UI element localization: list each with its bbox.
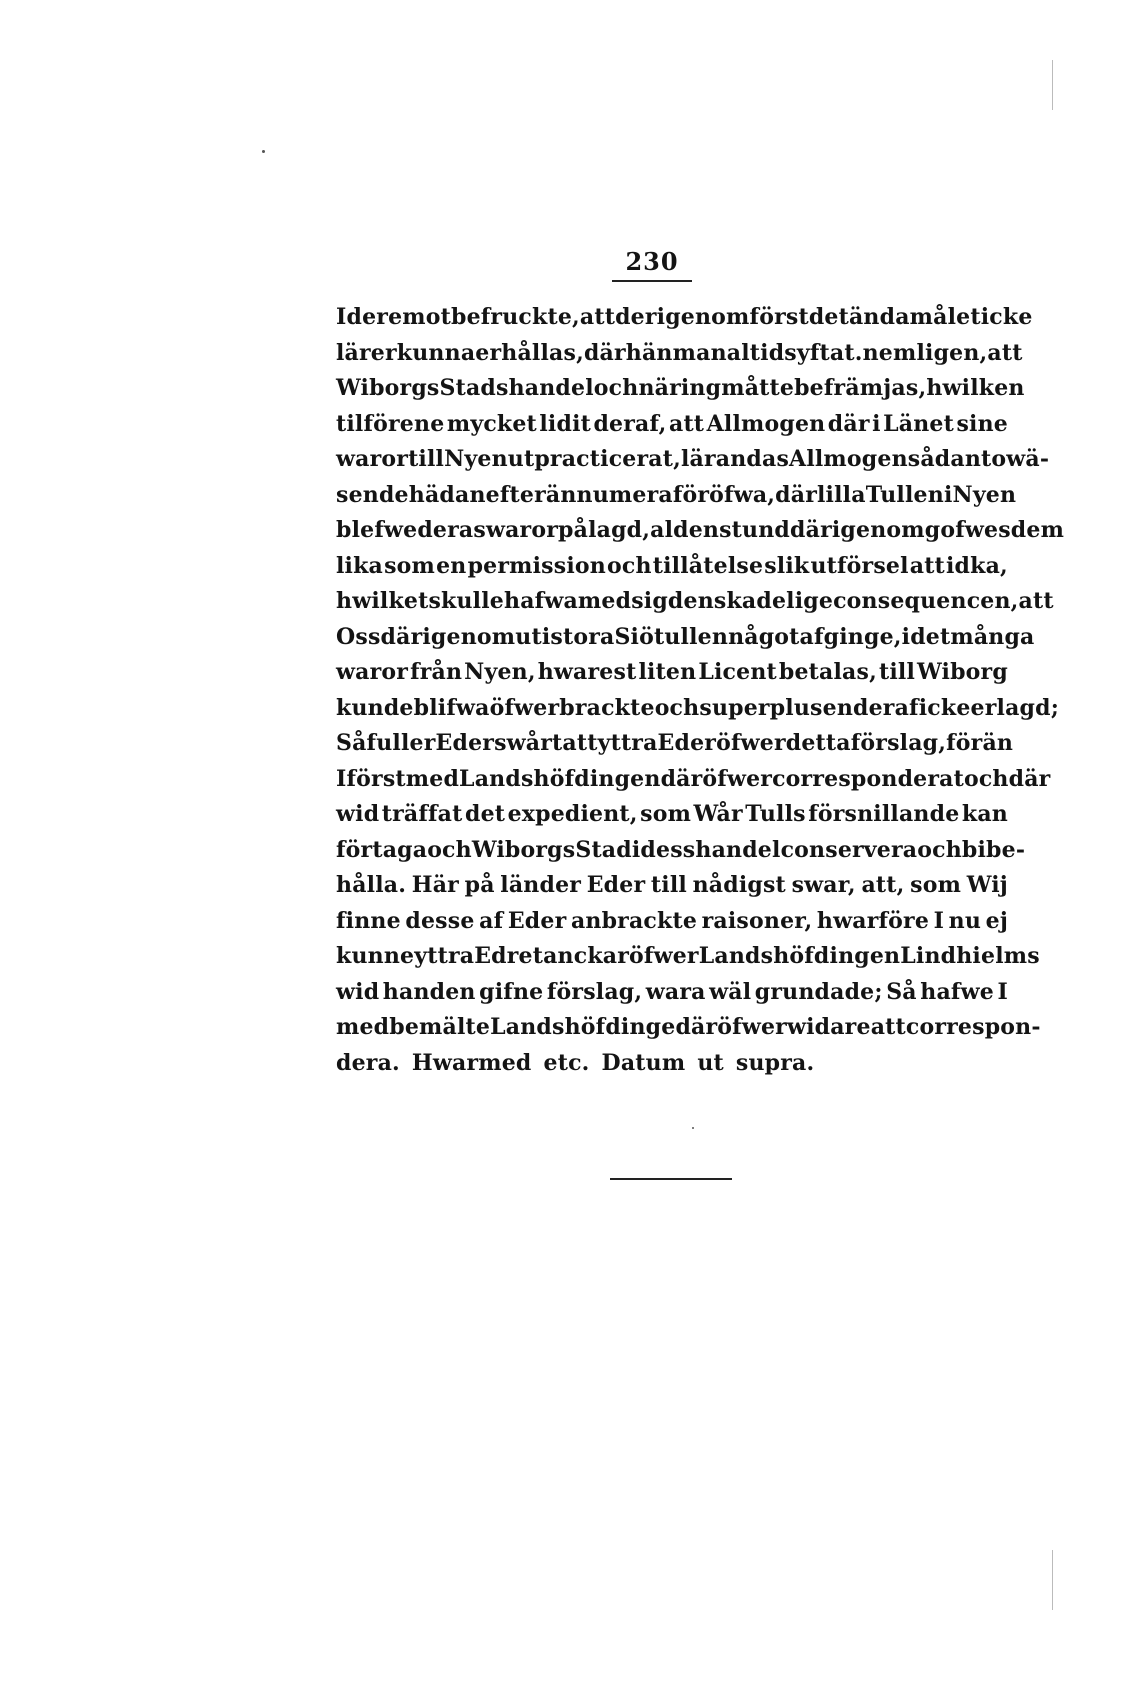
text-line [336, 549, 1008, 585]
word: befrämjas, [794, 375, 927, 401]
word: hålla. [336, 872, 407, 898]
text-line [336, 939, 1040, 975]
word: fuller [366, 730, 436, 756]
word: handel [508, 375, 594, 401]
end-rule [610, 1178, 732, 1180]
print-speck [262, 150, 265, 153]
word: consequencen, [833, 588, 1019, 614]
word: Wiborg [917, 659, 1008, 685]
word: yttra [414, 943, 475, 969]
word: Stads [439, 375, 509, 401]
word: att [870, 1014, 906, 1040]
word: på [464, 872, 495, 898]
word: bemälte [389, 1014, 491, 1040]
word: med [336, 1014, 390, 1040]
word: föröfwa, [672, 481, 776, 508]
word: ut [697, 1049, 724, 1076]
word: öfwer [629, 943, 699, 969]
word: deraf, [593, 410, 667, 437]
word: ännu [545, 481, 609, 508]
word: nemligen, [862, 339, 988, 366]
word: afginge, [799, 623, 902, 650]
word: Wår [693, 801, 743, 827]
margin-mark [1052, 60, 1053, 110]
word: hafwe [920, 978, 994, 1005]
word: Lindhielms [900, 943, 1040, 969]
word: I [997, 978, 1008, 1005]
word: Edre [474, 943, 533, 969]
word: wäl [709, 978, 752, 1005]
word: icke [918, 694, 971, 721]
print-speck [692, 1127, 694, 1129]
word: Eder [657, 730, 717, 756]
word: något [728, 623, 800, 650]
word: ej [985, 907, 1008, 934]
word: permission [467, 552, 606, 579]
word: att [668, 410, 705, 437]
word: där [1008, 765, 1051, 792]
word: deras [417, 517, 486, 543]
word: anbrackte [570, 907, 698, 934]
word: I [933, 907, 945, 934]
word: man [672, 339, 727, 366]
word: I [336, 765, 347, 792]
word: utförsel [810, 552, 909, 579]
body-text [336, 300, 1065, 1081]
word: Oss [336, 623, 381, 650]
word: Landshöfdinge [490, 1014, 676, 1040]
word: förän [946, 730, 1014, 756]
text-line [336, 513, 1065, 549]
word: och [427, 836, 472, 863]
word: nådigst [692, 872, 786, 898]
word: af [479, 907, 504, 934]
word: Nyen [444, 446, 508, 472]
word: tanckar [532, 943, 630, 969]
word: skadelige [713, 588, 834, 614]
word: sine [956, 410, 1008, 437]
word: swårt [494, 730, 563, 756]
word: stora [550, 623, 615, 650]
word: där [583, 339, 626, 366]
word: träffat [381, 801, 463, 827]
word: derigenom [615, 304, 750, 330]
word: Stad [575, 836, 632, 863]
text-line [336, 975, 1008, 1011]
word: deraf [853, 694, 919, 721]
word: från [410, 659, 463, 685]
word: Så [336, 730, 367, 756]
word: att [562, 730, 598, 756]
word: i [943, 481, 953, 508]
word: öfwer [716, 730, 786, 756]
word: och [593, 375, 639, 401]
word: Här [411, 872, 459, 898]
word: lärandas [680, 446, 790, 472]
word: swar, [791, 872, 856, 898]
word: med [577, 588, 632, 614]
word: desse [405, 907, 475, 934]
text-line [336, 1010, 1041, 1046]
word: till [878, 659, 916, 685]
text-line [336, 300, 1033, 336]
word: dem [1010, 517, 1065, 543]
text-line [336, 691, 1060, 727]
word: syftat. [784, 339, 863, 366]
word: bibe- [961, 836, 1026, 863]
word: widare [786, 1014, 871, 1040]
word: handel [695, 836, 781, 863]
text-line [336, 904, 1008, 940]
word: hafwa [504, 588, 578, 614]
word: owä- [991, 446, 1050, 472]
word: i [872, 410, 881, 437]
word: tilförene [336, 410, 445, 437]
word: correspon- [905, 1014, 1041, 1040]
word: grundade; [754, 978, 883, 1005]
word: dess [640, 836, 696, 863]
word: därigenom [790, 517, 925, 543]
word: att [909, 552, 945, 579]
word: Eder [586, 872, 646, 898]
word: hädanefter [408, 481, 546, 508]
word: som [640, 801, 692, 827]
word: uti [515, 623, 551, 650]
word: yttra [597, 730, 658, 756]
word: skulle [428, 588, 504, 614]
word: corresponderat [772, 765, 964, 792]
word: mycket [446, 410, 537, 437]
word: det [464, 801, 506, 827]
word: Eder [507, 907, 567, 934]
word: Wij [966, 872, 1008, 898]
word: superplusen [699, 694, 854, 721]
word: liten [638, 659, 697, 685]
word: I [336, 304, 347, 330]
word: Så [886, 978, 917, 1005]
word: gifne [479, 978, 544, 1005]
text-line [336, 726, 1014, 762]
word: aldenstund [650, 517, 791, 543]
word: först [346, 765, 406, 792]
word: hwarest [537, 659, 637, 685]
word: sende [336, 481, 409, 508]
word: pålagd, [558, 517, 651, 543]
word: waror [336, 446, 409, 472]
word: Landshöfdingen [459, 765, 661, 792]
word: waror [336, 659, 409, 685]
text-line [336, 478, 1017, 514]
word: hwilket [336, 588, 429, 614]
word: det [910, 623, 951, 650]
word: många [950, 623, 1035, 650]
page-number-rule [612, 280, 692, 282]
word: kunde [336, 694, 414, 721]
word: en [436, 552, 467, 579]
word: kunna [396, 339, 476, 366]
word: mera [608, 481, 673, 508]
word: gofwes [924, 517, 1011, 543]
word: som [384, 552, 436, 579]
word: wid [336, 801, 380, 827]
word: förtaga [336, 836, 428, 863]
word: där [827, 410, 870, 437]
text-line [336, 797, 1008, 833]
word: deremot [346, 304, 451, 330]
word: med [405, 765, 460, 792]
word: först [749, 304, 809, 330]
text-line [336, 407, 1008, 443]
word: waror [485, 517, 559, 543]
word: i [631, 836, 641, 863]
text-line [336, 833, 1026, 869]
word: betalas, [778, 659, 877, 685]
word: där [775, 481, 817, 508]
word: sådant [907, 446, 992, 472]
word: näring [638, 375, 722, 401]
word: hwarföre [816, 907, 930, 934]
word: däröfwer [675, 1014, 787, 1040]
word: Eder [435, 730, 495, 756]
word: Wiborgs [336, 375, 440, 401]
word: Wiborgs [471, 836, 576, 863]
word: Siötullen [614, 623, 729, 650]
word: kan [961, 801, 1008, 827]
word: nu [948, 907, 982, 934]
word: att [987, 339, 1023, 366]
word: Datum [601, 1049, 686, 1076]
text-line [336, 336, 1023, 372]
word: hwilken [926, 375, 1025, 401]
word: därigenom [380, 623, 516, 650]
word: och [917, 836, 962, 863]
word: dera. [336, 1049, 400, 1076]
word: icke [980, 304, 1033, 330]
word: den [667, 588, 714, 614]
word: och [963, 765, 1009, 792]
text-line [336, 655, 1008, 691]
text-line [336, 1046, 1008, 1082]
word: länder [500, 872, 582, 898]
word: supra. [735, 1049, 815, 1076]
page-number: 230 [625, 247, 679, 276]
word: erhållas, [475, 339, 584, 366]
text-line [336, 868, 1008, 904]
word: Hwarmed [411, 1049, 532, 1076]
word: tillåtelse [652, 552, 764, 579]
word: etc. [543, 1049, 590, 1076]
word: wara [645, 978, 706, 1005]
word: idka, [945, 552, 1008, 579]
word: lärer [336, 339, 397, 366]
word: lilla [817, 481, 866, 508]
word: måtte [721, 375, 795, 401]
word: att [579, 304, 616, 330]
word: Nyen, [464, 659, 536, 685]
word: wid [336, 978, 380, 1005]
word: altid [726, 339, 785, 366]
word: i [901, 623, 911, 650]
word: Länet [883, 410, 954, 437]
word: förslag, [546, 978, 643, 1005]
word: expedient, [507, 801, 638, 827]
word: till [408, 446, 445, 472]
word: Allmogen [706, 410, 826, 437]
word: det [808, 304, 849, 330]
word: erlagd; [970, 694, 1060, 721]
text-line [336, 442, 1050, 478]
word: Landshöfdingen [698, 943, 901, 969]
word: och [654, 694, 700, 721]
word: Licent [698, 659, 777, 685]
word: att [1018, 588, 1054, 614]
word: Tullen [865, 481, 944, 508]
word: slik [764, 552, 810, 579]
word: blefwe [336, 517, 418, 543]
word: blifwa [413, 694, 490, 721]
margin-mark [1052, 1550, 1053, 1610]
word: försnillande [808, 801, 960, 827]
word: finne [336, 907, 401, 934]
word: och [607, 552, 652, 579]
word: som [910, 872, 962, 898]
word: utpracticerat, [507, 446, 681, 472]
word: öfwerbrackte [489, 694, 655, 721]
word: detta [785, 730, 851, 756]
text-line [336, 584, 1054, 620]
word: däröfwer [660, 765, 773, 792]
word: lika [336, 552, 384, 579]
word: Tulls [745, 801, 806, 827]
text-line [336, 762, 1051, 798]
word: att, [861, 872, 905, 898]
word: hän [625, 339, 673, 366]
word: handen [382, 978, 476, 1005]
text-line [336, 371, 1025, 407]
word: Nyen [952, 481, 1017, 508]
word: lidit [539, 410, 591, 437]
word: förslag, [850, 730, 947, 756]
word: ändamålet [848, 304, 981, 330]
text-line [336, 620, 1035, 656]
word: sig [631, 588, 668, 614]
word: raisoner, [701, 907, 813, 934]
word: befruckte, [450, 304, 580, 330]
word: Allmogen [789, 446, 908, 472]
word: kunne [336, 943, 415, 969]
word: till [650, 872, 687, 898]
word: conservera [780, 836, 918, 863]
